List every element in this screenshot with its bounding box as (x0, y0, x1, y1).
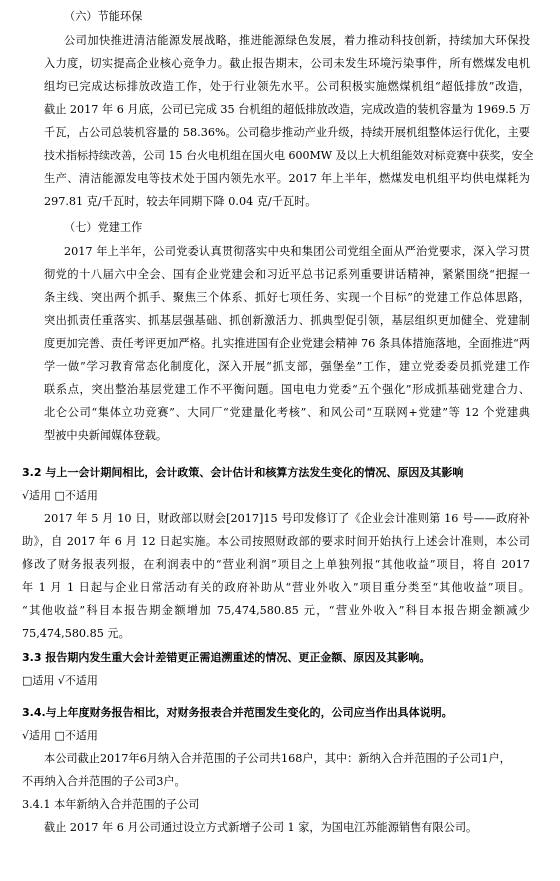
paragraph-line: 度更加完善、责任考评更加严格。扎实推进国有企业党建会精神 76 条具体措施落地，全面推进“两 (44, 337, 530, 350)
sub-heading-3-4-1: 3.4.1 本年新纳入合并范围的子公司 (22, 798, 200, 811)
section-heading-energy-environment: （六）节能环保 (64, 10, 143, 23)
applicability-checkbox: √适用 □不适用 (22, 729, 98, 742)
paragraph-line: 截止 2017 年 6 月公司通过设立方式新增子公司 1 家，为国电江苏能源销售有限公司。 (44, 821, 478, 834)
paragraph-line: 助》，自 2017 年 6 月 12 日起实施。本公司按照财政部的要求时间开始执行上述会计准则，本公司 (22, 535, 530, 548)
paragraph-line: 技术指标持续改善，公司 15 台火电机组在国火电 600MW 及以上大机组能效对标竞赛中获奖，安全 (44, 149, 534, 162)
paragraph-line: 297.81 克/千瓦时，较去年同期下降 0.04 克/千瓦时。 (44, 195, 317, 208)
paragraph-line: 截止 2017 年 6 月底，公司已完成 35 台机组的超低排放改造，完成改造的装机容量为 1969.5 万 (44, 103, 531, 116)
paragraph-line: 2017 年 5 月 10 日，财政部以财会[2017]15 号印发修订了《企业会计准则第 16 号——政府补 (44, 512, 530, 525)
paragraph-line: 条主线、突出两个抓手、聚焦三个体系、抓好七项任务、实现一个目标”的党建工作总体思路， (44, 291, 530, 304)
paragraph-line: 75,474,580.85 元。 (22, 627, 130, 640)
section-heading-3-3: 3.3 报告期内发生重大会计差错更正需追溯重述的情况、更正金额、原因及其影响。 (22, 651, 431, 664)
paragraph-line: 修改了财务报表列报，在利润表中的“营业利润”项目之上单独列报“其他收益”项目，将自 2017 (22, 558, 530, 571)
paragraph-line: 不再纳入合并范围的子公司3户。 (22, 775, 186, 788)
paragraph-line: 组均已完成达标排放改造工作，处于行业领先水平。公司积极实施燃煤机组“超低排放”改造， (44, 80, 530, 93)
paragraph-line: 本公司截止2017年6月纳入合并范围的子公司共168户，其中：新纳入合并范围的子公司1户， (44, 752, 511, 765)
paragraph-line: 型被中央新闻媒体登载。 (44, 429, 168, 442)
section-heading-3-4: 3.4.与上年度财务报告相比，对财务报表合并范围发生变化的，公司应当作出具体说明。 (22, 706, 453, 719)
paragraph-line: 联系点，突出整治基层党建工作不平衡问题。国电电力党委“五个强化”形成抓基础党建合力、 (44, 383, 530, 396)
paragraph-line: 2017 年上半年，公司党委认真贯彻落实中央和集团公司党组全面从严治党要求，深入学习贯 (64, 245, 530, 258)
paragraph-line: 北仑公司“集体立功竞赛”、大同厂“党建量化考核”、和风公司“互联网+党建”等 12 个党建典 (44, 406, 530, 419)
applicability-checkbox: □适用 √不适用 (22, 674, 98, 687)
paragraph-line: 突出抓责任重落实、抓基层强基础、抓创新激活力、抓典型促引领，基层组织更加健全、党建制 (44, 314, 530, 327)
applicability-checkbox: √适用 □不适用 (22, 489, 98, 502)
paragraph-line: 公司加快推进清洁能源发展战略，推进能源绿色发展，着力推动科技创新，持续加大环保投 (64, 34, 530, 47)
paragraph-line: 入力度，切实提高企业核心竞争力。截止报告期末，公司未发生环境污染事件，所有燃煤发电机 (44, 57, 530, 70)
paragraph-line: 学一做”学习教育常态化制度化，深入开展“抓支部，强堡垒”工作，建立党委委员抓党建工作 (44, 360, 530, 373)
paragraph-line: “其他收益”科目本报告期金额增加 75,474,580.85 元，“营业外收入”科目本报告期金额减少 (22, 604, 530, 617)
paragraph-line: 千瓦，占公司总装机容量的 58.36%。公司稳步推动产业升级，持续开展机组整体运行优化，主要 (44, 126, 530, 139)
paragraph-line: 年 1 月 1 日起与企业日常活动有关的政府补助从“营业外收入”项目重分类至“其他收益”项目。 (22, 581, 530, 594)
paragraph-line: 彻党的十八届六中全会、国有企业党建会和习近平总书记系列重要讲话精神，紧紧围绕“把握一 (44, 268, 530, 281)
section-heading-3-2: 3.2 与上一会计期间相比，会计政策、会计估计和核算方法发生变化的情况、原因及其影响 (22, 466, 464, 479)
paragraph-line: 生产、清洁能源发电等技术处于国内领先水平。2017 年上半年，燃煤发电机组平均供电煤耗为 (44, 172, 530, 185)
section-heading-party-building: （七）党建工作 (64, 221, 143, 234)
